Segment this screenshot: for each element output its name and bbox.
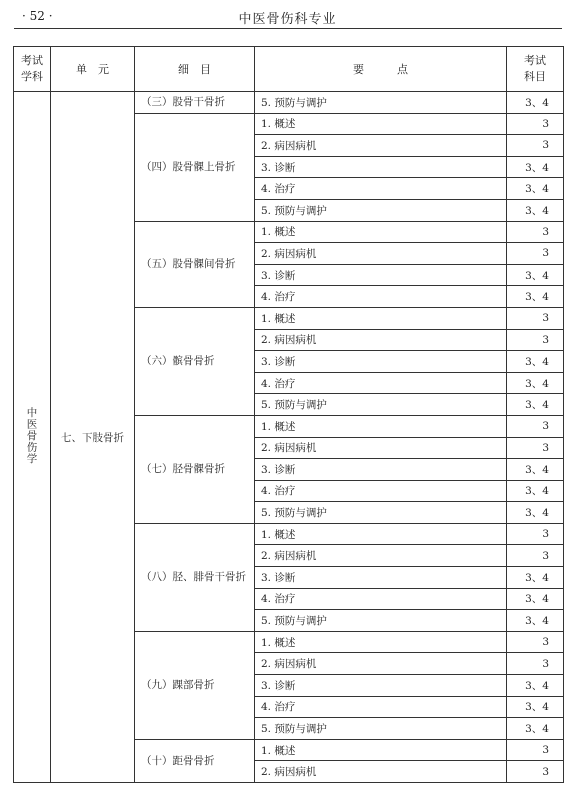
column-header-points: 要 点 — [255, 47, 507, 92]
exam-code-cell: 3、4 — [507, 675, 564, 697]
point-cell: 5. 预防与调护 — [255, 394, 507, 416]
point-cell: 5. 预防与调护 — [255, 92, 507, 114]
exam-code-cell: 3 — [507, 415, 564, 437]
exam-code-cell: 3 — [507, 243, 564, 265]
point-cell: 3. 诊断 — [255, 264, 507, 286]
exam-code-cell: 3、4 — [507, 459, 564, 481]
exam-code-cell: 3、4 — [507, 156, 564, 178]
point-cell: 4. 治疗 — [255, 286, 507, 308]
exam-code-cell: 3、4 — [507, 696, 564, 718]
column-header-item: 细 目 — [135, 47, 255, 92]
point-cell: 3. 诊断 — [255, 156, 507, 178]
exam-code-cell: 3、4 — [507, 480, 564, 502]
item-title-cell: （四）股骨髁上骨折 — [135, 113, 255, 221]
point-cell: 4. 治疗 — [255, 372, 507, 394]
page-number: · 52 · — [22, 9, 53, 23]
point-cell: 1. 概述 — [255, 307, 507, 329]
exam-code-cell: 3、4 — [507, 502, 564, 524]
exam-code-cell: 3 — [507, 631, 564, 653]
exam-code-cell: 3 — [507, 307, 564, 329]
item-title-cell: （七）胫骨髁骨折 — [135, 415, 255, 523]
point-cell: 3. 诊断 — [255, 567, 507, 589]
point-cell: 2. 病因病机 — [255, 653, 507, 675]
exam-code-cell: 3、4 — [507, 286, 564, 308]
column-header-exam-code: 考试 科目 — [507, 47, 564, 92]
exam-code-cell: 3 — [507, 437, 564, 459]
point-cell: 3. 诊断 — [255, 351, 507, 373]
point-cell: 5. 预防与调护 — [255, 610, 507, 632]
point-cell: 5. 预防与调护 — [255, 199, 507, 221]
exam-code-cell: 3、4 — [507, 199, 564, 221]
exam-code-cell: 3 — [507, 523, 564, 545]
exam-code-cell: 3、4 — [507, 588, 564, 610]
table-row — [14, 92, 564, 114]
page-title: 中医骨伤科专业 — [238, 12, 337, 27]
item-title-cell: （三）股骨干骨折 — [135, 92, 255, 114]
exam-code-cell: 3、4 — [507, 372, 564, 394]
point-cell: 4. 治疗 — [255, 178, 507, 200]
point-cell: 2. 病因病机 — [255, 545, 507, 567]
item-title-cell: （五）股骨髁间骨折 — [135, 221, 255, 307]
page-header — [0, 0, 575, 30]
exam-code-cell: 3 — [507, 739, 564, 761]
exam-code-cell: 3 — [507, 113, 564, 135]
exam-code-cell: 3、4 — [507, 610, 564, 632]
exam-code-cell: 3、4 — [507, 92, 564, 114]
point-cell: 1. 概述 — [255, 739, 507, 761]
point-cell: 2. 病因病机 — [255, 135, 507, 157]
point-cell: 5. 预防与调护 — [255, 502, 507, 524]
column-header-unit: 单 元 — [51, 47, 135, 92]
column-header-subject: 考试 学科 — [14, 47, 51, 92]
exam-code-cell: 3 — [507, 761, 564, 783]
point-cell: 3. 诊断 — [255, 459, 507, 481]
item-title-cell: （九）踝部骨折 — [135, 631, 255, 739]
exam-code-cell: 3 — [507, 135, 564, 157]
point-cell: 1. 概述 — [255, 523, 507, 545]
exam-code-cell: 3、4 — [507, 567, 564, 589]
exam-code-cell: 3 — [507, 329, 564, 351]
point-cell: 1. 概述 — [255, 415, 507, 437]
point-cell: 1. 概述 — [255, 221, 507, 243]
exam-code-cell: 3、4 — [507, 264, 564, 286]
subject-cell — [14, 92, 51, 783]
exam-code-cell: 3、4 — [507, 394, 564, 416]
point-cell: 3. 诊断 — [255, 675, 507, 697]
table-header-row — [14, 47, 564, 92]
point-cell: 2. 病因病机 — [255, 437, 507, 459]
exam-code-cell: 3、4 — [507, 351, 564, 373]
point-cell: 4. 治疗 — [255, 588, 507, 610]
unit-cell: 七、下肢骨折 — [51, 92, 135, 783]
point-cell: 2. 病因病机 — [255, 761, 507, 783]
point-cell: 2. 病因病机 — [255, 243, 507, 265]
point-cell: 1. 概述 — [255, 113, 507, 135]
subject-label: 中医骨伤学 — [25, 406, 38, 465]
exam-code-cell: 3 — [507, 545, 564, 567]
item-title-cell: （十）距骨骨折 — [135, 739, 255, 782]
item-title-cell: （六）髌骨骨折 — [135, 307, 255, 415]
exam-code-cell: 3、4 — [507, 178, 564, 200]
item-title-cell: （八）胫、腓骨干骨折 — [135, 523, 255, 631]
syllabus-table — [13, 46, 564, 783]
exam-code-cell: 3 — [507, 221, 564, 243]
point-cell: 5. 预防与调护 — [255, 718, 507, 740]
exam-code-cell: 3 — [507, 653, 564, 675]
point-cell: 4. 治疗 — [255, 696, 507, 718]
header-rule — [14, 28, 562, 29]
exam-code-cell: 3、4 — [507, 718, 564, 740]
point-cell: 2. 病因病机 — [255, 329, 507, 351]
point-cell: 4. 治疗 — [255, 480, 507, 502]
point-cell: 1. 概述 — [255, 631, 507, 653]
